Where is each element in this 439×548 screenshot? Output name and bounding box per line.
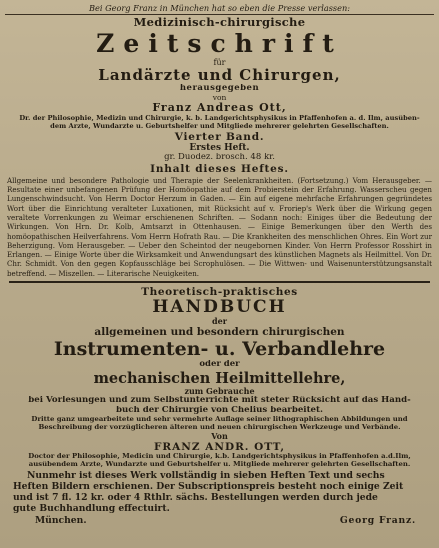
handbook-author-desc-2: ausübendem Arzte, Wundarzte und Geburtshelfer u. Mitgliede mehrerer gelehrten Gesellschaften. <box>28 461 411 469</box>
publisher-signature: Georg Franz. <box>339 515 416 527</box>
handbook-author: FRANZ ANDR. OTT, <box>153 441 286 454</box>
editor-description-2: dem Arzte, Wundarzte u. Geburtshelfer und Mitgliede mehrerer gelehrten Gesellschaften. <box>50 122 389 130</box>
signature-row <box>35 515 416 526</box>
contents-paragraph: Allgemeine und besondere Pathologie und Therapie der Seelenkrankheiten. (Fortsetzung.) Vom Herausgeber. — Resultate einer unbefangenen Prüfung der Homöopathie auf dem Probierstein der Erfahrung. Wasserscheu gegen Lungenschwindsucht. Von Herrn Doctor Herzum in Gaden. — Ein auf eigene mehrfache Erfahrungen gegründetes Wort über die Einrichtung veralteter Luxationen, mit Rücksicht auf v. Froriep's Werk über die Wirkung gegen veraltete Vorrenkungen zu Weimar erschienenen Schriften. — Sodann noch: Einiges über die Bedeutung der Wirkungen. Von Hrn. Dr. Kolb, Amtsarzt in Ottenhausen. — Einige Bemerkungen über den Werth des homöopathischen Heilverfahrens. Vom Herrn Hofrath Rau. — Die Krankheiten des menschlichen Ohres. Ein Wort zur Beherzigung. Vom Herausgeber. — Ueber den Scheintod der neugebornen Kinder. Von Herrn Professor Rosshirt in Erlangen. — Einige Worte über die Wirksamkeit und Anwendungsart des künstlichen Magnets als Heilmittel. Von Dr. Chr. Schmidt. Von den gegen Kopfausschläge bei Scrophulösen. — Die Wittwen- und Waisenunterstützungsanstalt betreffend. — Miszellen. — Literarische Neuigkeiten. <box>7 175 432 278</box>
handbook-notice <box>13 470 426 514</box>
handbook-audience-1: bei Vorlesungen und zum Selbstunterrichte mit steter Rücksicht auf das Hand- <box>28 396 411 406</box>
handbook-title: HANDBUCH <box>152 298 287 318</box>
handbook-der: der <box>212 317 227 327</box>
editor-name: Franz Andreas Ott, <box>152 102 287 115</box>
fuer-text: für <box>213 57 226 67</box>
handbook-line-1: Theoretisch-praktisches <box>141 286 298 299</box>
volume-label: Vierter Band. <box>174 130 265 143</box>
subtitle: Medizinisch-chirurgische <box>133 16 306 30</box>
handbook-von: Von <box>211 431 228 441</box>
imprint-line: Bei Georg Franz in München hat so eben die Presse verlassen: <box>5 4 434 15</box>
section-divider <box>9 281 430 283</box>
audience-heading: Landärzte und Chirurgen, <box>98 66 341 84</box>
price-label: gr. Duodez. brosch. 48 kr. <box>164 152 275 162</box>
place-text: München. <box>35 515 87 527</box>
handbook-edition-1: Dritte ganz umgearbeitete und sehr vermehrte Auflage seiner lithographischen Abbildungen und <box>31 416 408 424</box>
handbook-main-title: Instrumenten- u. Verbandlehre <box>53 338 386 361</box>
handbook-main-title-2: mechanischen Heilmittellehre, <box>93 370 346 388</box>
notice-line-4: gute Buchhandlung effectuirt. <box>13 503 170 515</box>
handbook-author-desc-1: Doctor der Philosophie, Medicin und Chirurgie, k.b. Landgerichtsphysikus in Pfaffenhofen a.d.Ilm, <box>28 453 411 461</box>
issue-label: Erstes Heft. <box>189 142 250 153</box>
handbook-edition-2: Beschreibung der vorzüglicheren älteren und neuen chirurgischen Werkzeuge und Verbände. <box>38 423 401 431</box>
handbook-use: zum Gebrauche <box>184 387 255 397</box>
handbook-audience-2: buch der Chirurgie von Chelius bearbeitet. <box>116 406 323 416</box>
von-text: von <box>212 93 227 102</box>
editor-description-1: Dr. der Philosophie, Medizin und Chirurgie, k. b. Landgerichtsphysikus in Pfaffenhofen a. d. Ilm, ausüben- <box>19 115 420 123</box>
handbook-line-2: allgemeinen und besondern chirurgischen <box>94 326 345 339</box>
editor-intro: herausgegeben <box>179 84 260 94</box>
notice-line-1: Nunmehr ist dieses Werk vollständig in sieben Heften Text und sechs <box>27 470 385 482</box>
handbook-oder: oder der <box>199 360 240 370</box>
contents-heading: Inhalt dieses Heftes. <box>150 162 289 175</box>
journal-title: Zeitschrift <box>96 29 343 58</box>
notice-line-2: Heften Bildern erschienen. Der Subscriptionspreis besteht noch einige Zeit <box>13 481 404 493</box>
notice-line-3: und ist 7 fl. 12 kr. oder 4 Rthlr. sächs. Bestellungen werden durch jede <box>13 492 378 504</box>
